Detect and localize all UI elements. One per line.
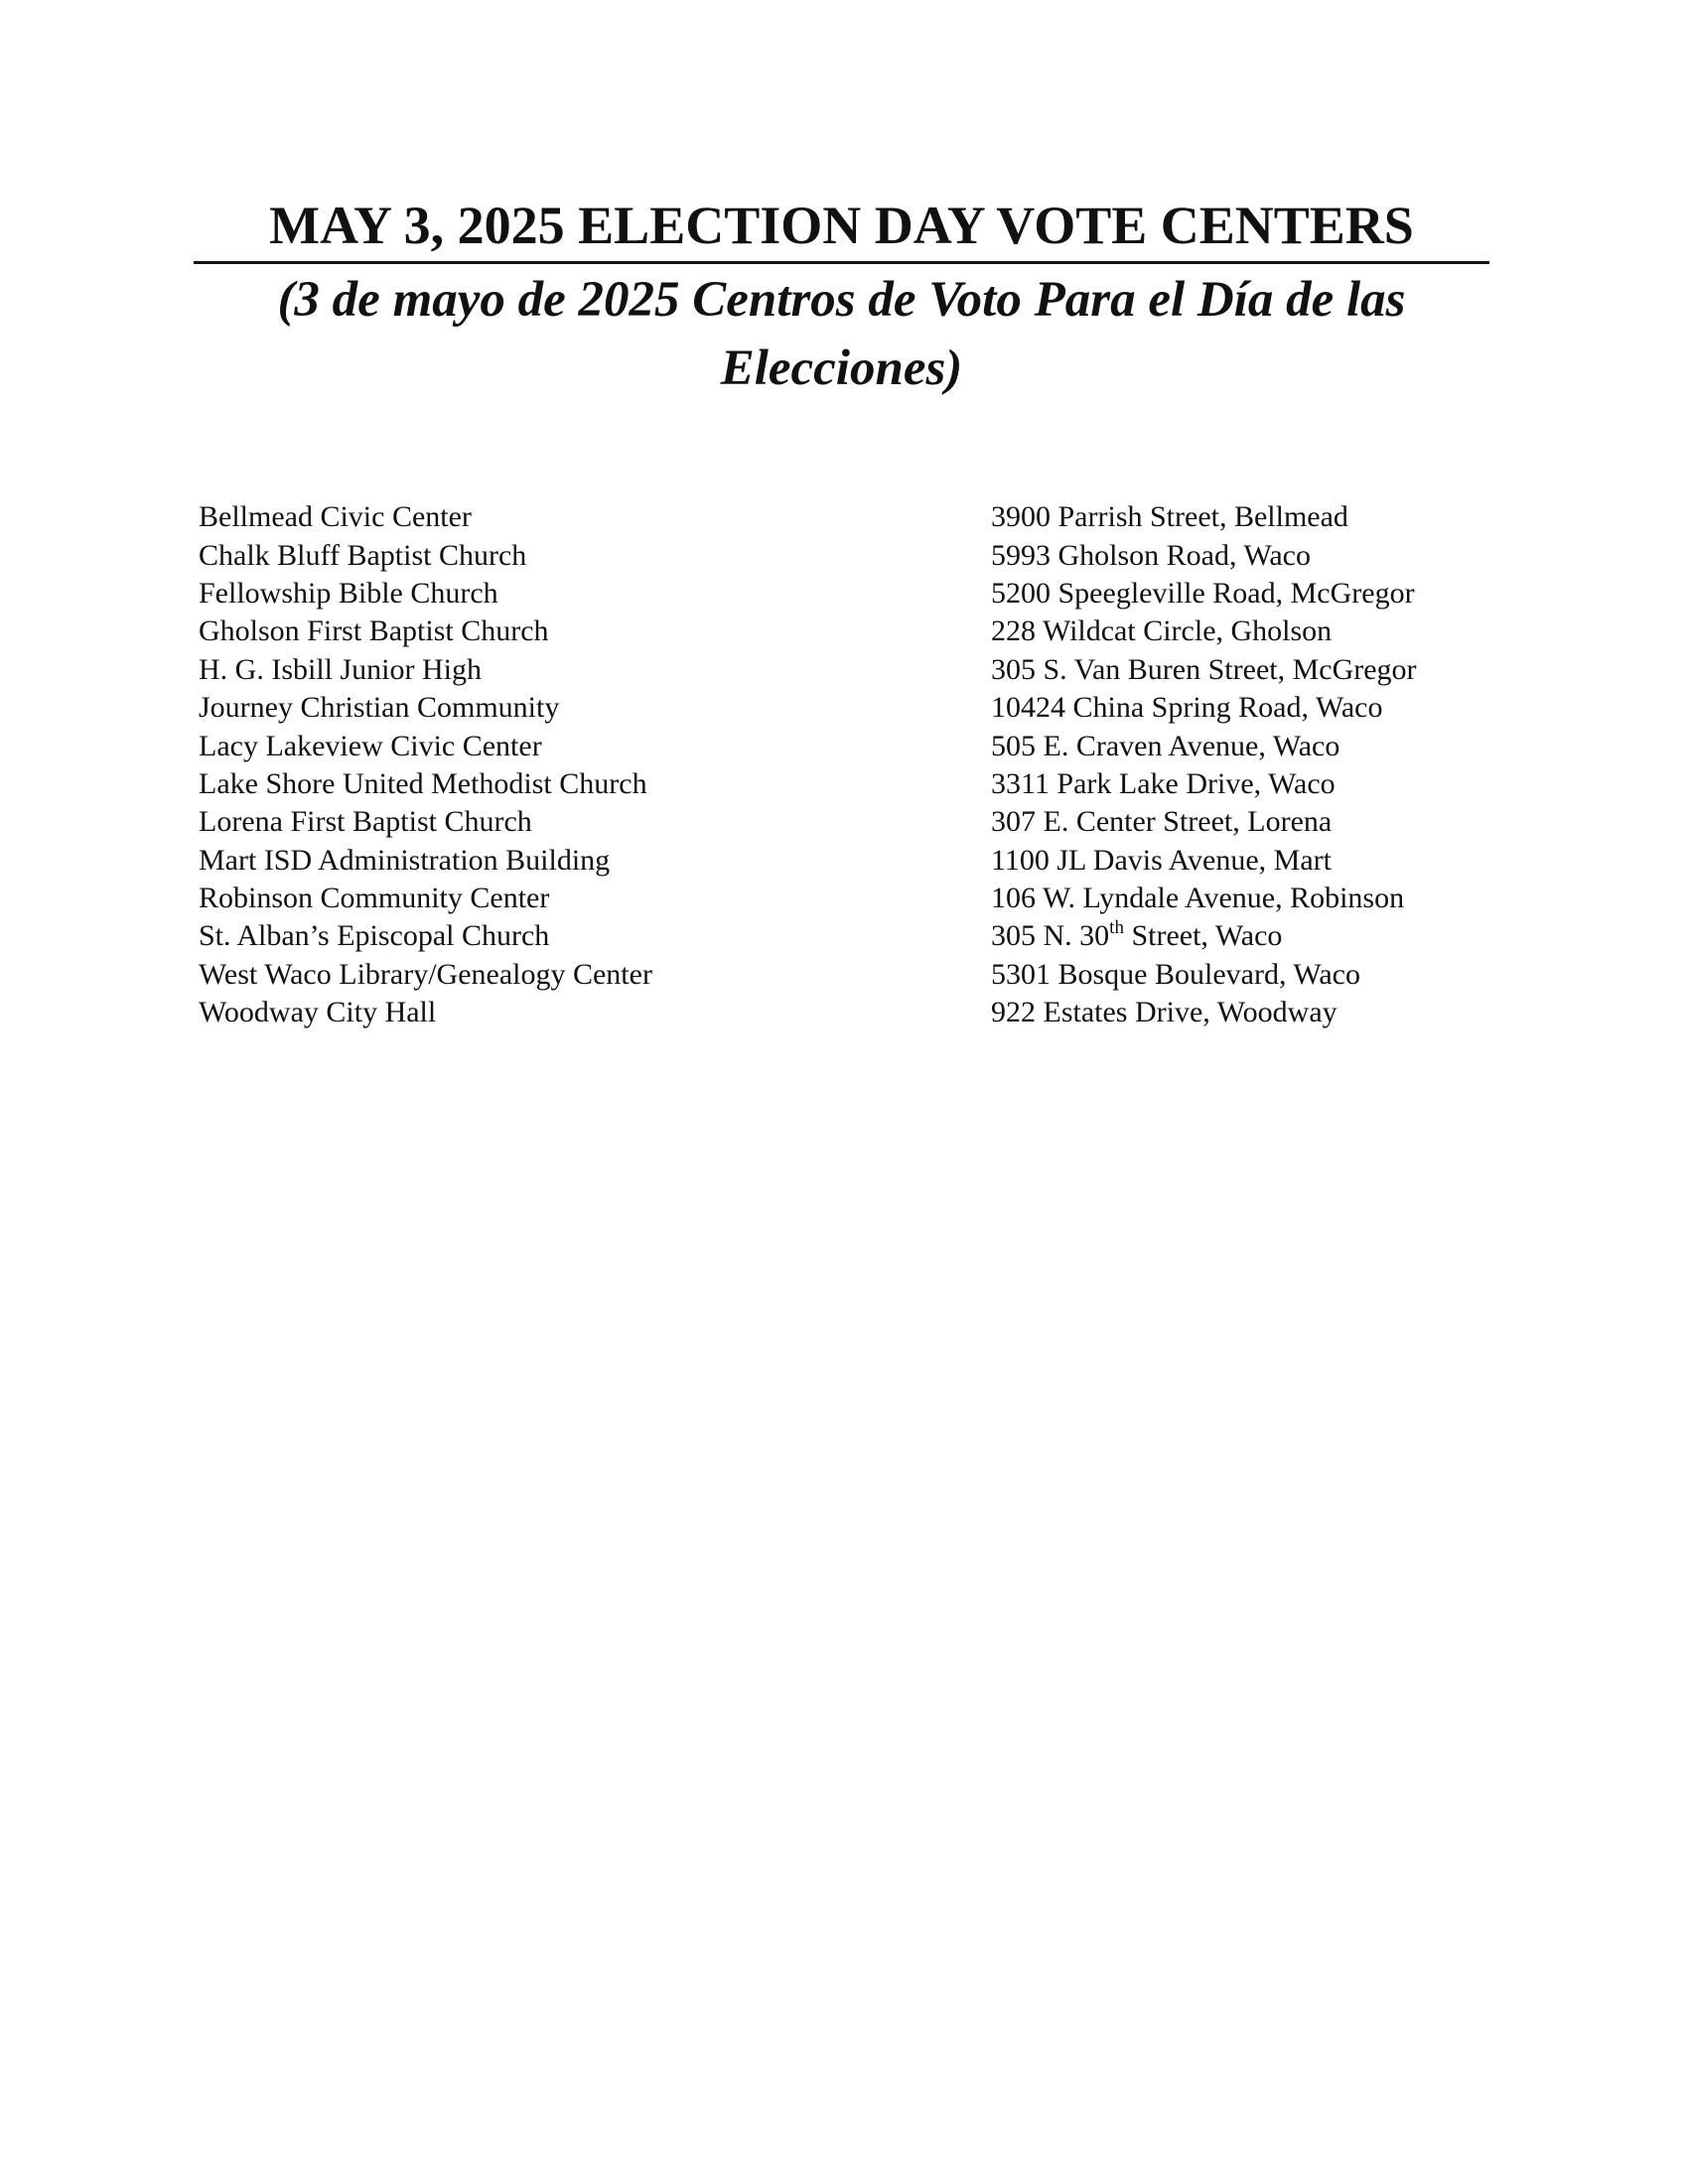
vote-center-address: 10424 China Spring Road, Waco xyxy=(991,691,1383,725)
ordinal-suffix: th xyxy=(1109,917,1124,939)
vote-center-row xyxy=(199,842,1489,880)
vote-center-address: 228 Wildcat Circle, Gholson xyxy=(991,614,1333,648)
document-header xyxy=(194,194,1489,403)
address-number: 305 N. 30 xyxy=(991,919,1110,953)
vote-center-row xyxy=(199,803,1489,841)
vote-center-address: 5301 Bosque Boulevard, Waco xyxy=(991,957,1360,991)
vote-center-address: 5200 Speegleville Road, McGregor xyxy=(991,576,1415,610)
vote-center-name: Mart ISD Administration Building xyxy=(199,843,611,877)
vote-center-row xyxy=(199,765,1489,803)
vote-center-address: 106 W. Lyndale Avenue, Robinson xyxy=(991,882,1405,915)
vote-center-address: 922 Estates Drive, Woodway xyxy=(991,996,1337,1029)
vote-center-name: H. G. Isbill Junior High xyxy=(199,652,482,686)
vote-center-address: 305 S. Van Buren Street, McGregor xyxy=(991,652,1417,686)
vote-center-name: Robinson Community Center xyxy=(199,882,550,915)
vote-center-row xyxy=(199,689,1489,727)
vote-center-row xyxy=(199,994,1489,1031)
vote-center-address: 3311 Park Lake Drive, Waco xyxy=(991,766,1336,800)
address-street: Street, Waco xyxy=(1123,919,1283,953)
vote-center-name: Chalk Bluff Baptist Church xyxy=(199,538,527,572)
vote-center-address: 505 E. Craven Avenue, Waco xyxy=(991,729,1340,762)
vote-center-name: Journey Christian Community xyxy=(199,691,560,725)
subtitle-line-2: Elecciones) xyxy=(720,341,963,396)
vote-center-address: 5993 Gholson Road, Waco xyxy=(991,538,1312,572)
document-subtitle xyxy=(194,264,1489,403)
vote-center-address: 307 E. Center Street, Lorena xyxy=(991,805,1333,839)
vote-center-name: West Waco Library/Genealogy Center xyxy=(199,957,652,991)
vote-center-name: Bellmead Civic Center xyxy=(199,500,472,534)
vote-center-name: Lorena First Baptist Church xyxy=(199,805,532,839)
document-title: MAY 3, 2025 ELECTION DAY VOTE CENTERS xyxy=(194,194,1489,264)
vote-center-name: St. Alban’s Episcopal Church xyxy=(199,919,550,953)
vote-center-row xyxy=(199,498,1489,536)
vote-center-address: 1100 JL Davis Avenue, Mart xyxy=(991,843,1332,877)
vote-center-row xyxy=(199,651,1489,689)
vote-center-name: Lake Shore United Methodist Church xyxy=(199,766,647,800)
vote-center-address xyxy=(991,917,1282,955)
vote-center-name: Woodway City Hall xyxy=(199,996,437,1029)
vote-center-list xyxy=(199,498,1489,1031)
vote-center-name: Gholson First Baptist Church xyxy=(199,614,549,648)
vote-center-name: Fellowship Bible Church xyxy=(199,576,498,610)
vote-center-row xyxy=(199,536,1489,574)
subtitle-line-1: (3 de mayo de 2025 Centros de Voto Para el Día de las xyxy=(277,272,1406,328)
vote-center-row xyxy=(199,613,1489,650)
vote-center-row xyxy=(199,880,1489,917)
vote-center-row xyxy=(199,727,1489,764)
vote-center-row xyxy=(199,917,1489,955)
vote-center-row xyxy=(199,575,1489,613)
vote-center-address: 3900 Parrish Street, Bellmead xyxy=(991,500,1348,534)
vote-center-name: Lacy Lakeview Civic Center xyxy=(199,729,542,762)
vote-center-row xyxy=(199,956,1489,994)
